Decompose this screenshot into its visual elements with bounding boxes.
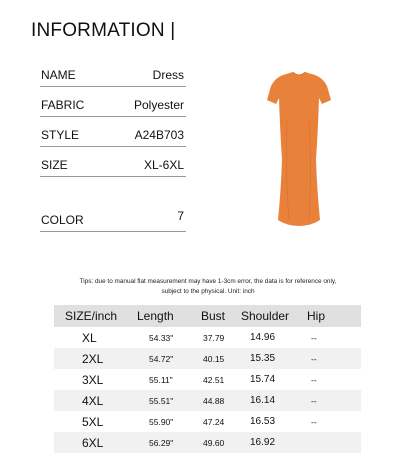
tips-line: subject to the physical. Unit: inch	[161, 287, 255, 295]
table-row	[54, 369, 361, 390]
column-header: Bust	[189, 305, 237, 327]
info-label: NAME	[41, 68, 76, 82]
info-value: A24B703	[134, 128, 184, 142]
table-cell: 40.15	[189, 348, 237, 369]
table-cell: 37.79	[203, 332, 225, 343]
table-cell: --	[311, 416, 317, 427]
info-row-style	[40, 122, 186, 147]
table-cell: --	[299, 390, 361, 411]
table-cell: 2XL	[54, 348, 124, 369]
table-cell: XL	[82, 330, 97, 345]
info-label: SIZE	[41, 158, 68, 172]
table-cell: 55.11"	[149, 374, 173, 385]
info-value: XL-6XL	[143, 158, 184, 172]
column-header: Shoulder	[237, 305, 299, 327]
table-row	[54, 390, 361, 411]
table-cell: 16.53	[250, 416, 276, 427]
info-value: Dress	[152, 68, 184, 82]
table-cell: 54.72"	[124, 348, 189, 369]
info-label: STYLE	[41, 128, 80, 142]
table-cell: 3XL	[82, 372, 104, 387]
table-cell: 42.51	[203, 374, 225, 385]
table-cell: 47.24	[203, 416, 225, 427]
table-row	[54, 348, 361, 369]
table-cell: 56.29"	[124, 432, 189, 453]
info-label: FABRIC	[41, 98, 85, 112]
table-cell: 55.51"	[124, 390, 189, 411]
table-cell: 16.92	[237, 432, 299, 453]
table-cell: 16.14	[237, 390, 299, 411]
size-table	[54, 305, 361, 453]
info-row-color	[40, 207, 186, 232]
column-header: SIZE/inch	[54, 305, 124, 327]
table-cell: 49.60	[189, 432, 237, 453]
table-cell: --	[299, 348, 361, 369]
info-value: Polyester	[133, 98, 184, 112]
table-cell: 6XL	[54, 432, 124, 453]
table-cell: 55.90"	[149, 416, 174, 427]
info-label: COLOR	[41, 213, 84, 227]
info-value: 7	[177, 209, 184, 223]
table-row	[54, 432, 361, 453]
orange-dress-image	[265, 70, 333, 238]
table-row	[54, 411, 361, 432]
table-cell: 4XL	[54, 390, 124, 411]
info-row-fabric	[40, 92, 186, 117]
tips-note	[40, 277, 376, 296]
info-row-size	[40, 152, 186, 177]
table-cell	[299, 432, 361, 453]
table-row	[54, 327, 361, 348]
table-cell: 44.88	[189, 390, 237, 411]
column-header: Length	[124, 305, 189, 327]
size-table-header	[54, 305, 361, 327]
page-title: INFORMATION |	[31, 20, 176, 41]
tips-line: Tips: due to manual flat measurement may have 1-3cm error, the data is for reference only,	[79, 278, 337, 285]
info-row-name	[40, 62, 186, 87]
table-cell: 54.33"	[149, 332, 174, 343]
table-cell: 5XL	[82, 414, 104, 429]
table-cell: 15.74	[250, 374, 276, 385]
table-cell: 15.35	[237, 348, 299, 369]
table-cell: 14.96	[250, 332, 276, 343]
table-cell: --	[311, 332, 317, 343]
table-cell: --	[311, 374, 317, 385]
column-header: Hip	[299, 305, 361, 327]
